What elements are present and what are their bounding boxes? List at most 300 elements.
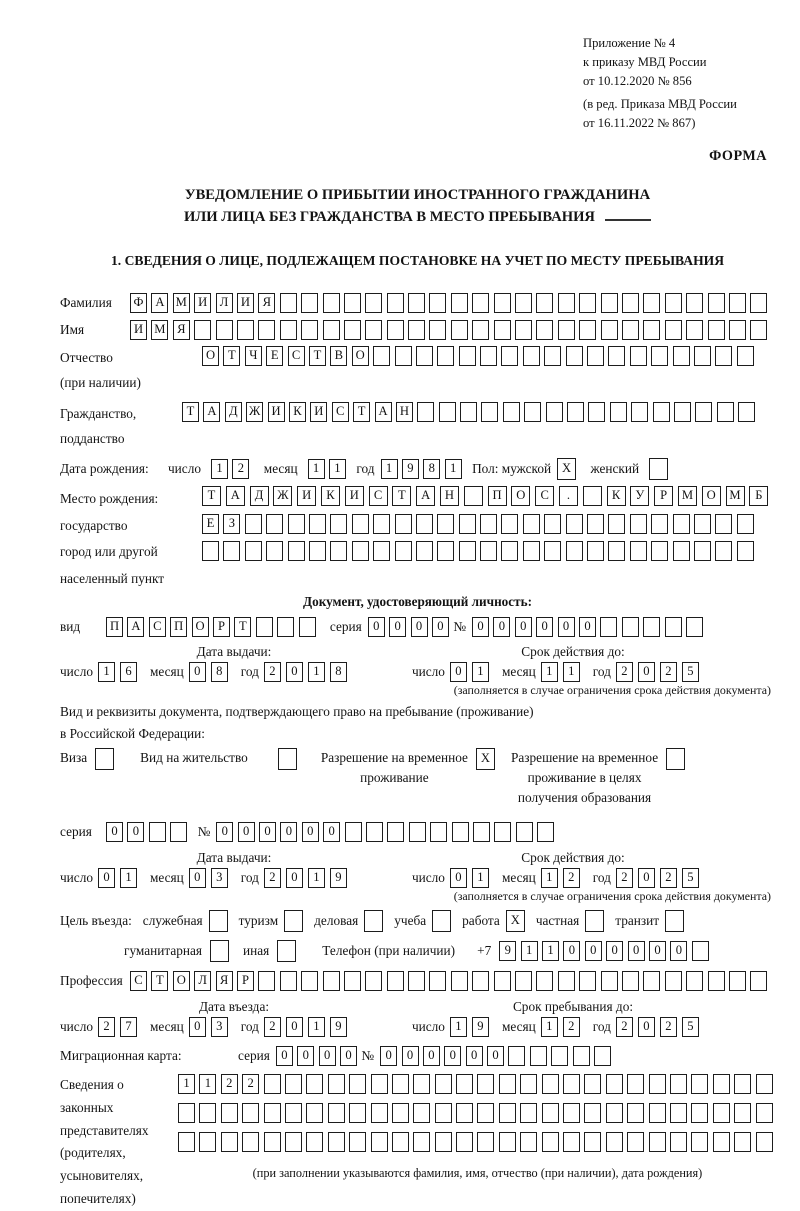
char-cell: Д — [225, 402, 242, 422]
char-cell: А — [151, 293, 168, 313]
char-cell — [499, 1103, 516, 1123]
char-cell — [515, 320, 532, 340]
temp-permit-label-line1: Разрешение на временное — [320, 749, 468, 765]
char-cell: 0 — [340, 1046, 357, 1066]
phone-cells — [499, 941, 713, 961]
char-cell — [544, 541, 561, 561]
char-cell — [413, 1103, 430, 1123]
char-cell: О — [202, 346, 219, 366]
char-cell — [365, 971, 382, 991]
char-cell: 2 — [616, 662, 633, 682]
char-cell — [665, 971, 682, 991]
char-cell — [481, 402, 498, 422]
char-cell: 1 — [450, 1017, 467, 1037]
sex-female-label: женский — [590, 460, 640, 476]
entry-date-label: Дата въезда: — [198, 998, 270, 1014]
char-cell: 1 — [211, 459, 228, 479]
section1-heading: 1. СВЕДЕНИЯ О ЛИЦЕ, ПОДЛЕЖАЩЕМ ПОСТАНОВКЕ НА УЧЕТ ПО МЕСТУ ПРЕБЫВАНИЯ — [110, 253, 725, 269]
char-cell — [499, 1132, 516, 1152]
char-cell — [674, 402, 691, 422]
char-cell — [729, 971, 746, 991]
temp-permit-label-line2: проживание — [360, 769, 429, 785]
char-cell — [459, 514, 476, 534]
char-cell — [330, 541, 347, 561]
char-cell — [460, 402, 477, 422]
surname-label: Фамилия — [60, 295, 112, 311]
char-cell: 0 — [216, 822, 233, 842]
char-cell — [221, 1132, 238, 1152]
char-cell — [587, 514, 604, 534]
char-cell: 2 — [232, 459, 249, 479]
char-cell: 1 — [541, 662, 558, 682]
char-cell — [601, 971, 618, 991]
char-cell — [451, 293, 468, 313]
char-cell: И — [268, 402, 285, 422]
purpose-study-label: учеба — [394, 912, 427, 928]
profession-cells — [130, 971, 772, 991]
char-cell: X — [476, 748, 495, 770]
char-cell — [264, 1103, 281, 1123]
permit-number-cells — [216, 822, 558, 842]
representatives-row2-cells — [178, 1103, 777, 1123]
char-cell — [627, 1132, 644, 1152]
doc-kind-cells — [106, 617, 320, 637]
permit-number-label: № — [197, 823, 211, 839]
char-cell: 1 — [308, 662, 325, 682]
char-cell — [713, 1103, 730, 1123]
char-cell — [280, 293, 297, 313]
char-cell — [477, 1074, 494, 1094]
char-cell — [537, 822, 554, 842]
birthplace-row3-cells — [202, 541, 773, 561]
char-cell — [285, 1074, 302, 1094]
char-cell — [435, 1103, 452, 1123]
purpose-work-checkbox — [500, 910, 525, 932]
document-title — [60, 185, 775, 229]
char-cell — [242, 1132, 259, 1152]
char-cell: 5 — [682, 662, 699, 682]
char-cell — [170, 822, 187, 842]
char-cell — [601, 293, 618, 313]
char-cell: 2 — [563, 1017, 580, 1037]
char-cell: 0 — [563, 941, 580, 961]
entry-day-cells — [98, 1017, 142, 1037]
doc-number-cells — [472, 617, 707, 637]
char-cell: Ч — [245, 346, 262, 366]
char-cell — [285, 1132, 302, 1152]
char-cell — [494, 320, 511, 340]
char-cell — [371, 1074, 388, 1094]
char-cell — [579, 293, 596, 313]
char-cell: 0 — [189, 868, 206, 888]
stay-day-cells — [450, 1017, 494, 1037]
char-cell: Б — [749, 486, 768, 506]
char-cell: 0 — [319, 1046, 336, 1066]
char-cell — [480, 514, 497, 534]
char-cell — [306, 1074, 323, 1094]
year-label: год — [592, 869, 611, 885]
char-cell: 2 — [563, 868, 580, 888]
char-cell — [216, 320, 233, 340]
month-label: месяц — [263, 460, 298, 476]
char-cell — [349, 1132, 366, 1152]
phone-label: Телефон (при наличии) — [322, 942, 456, 958]
residence-permit-option — [140, 748, 297, 770]
purpose-label: Цель въезда: — [60, 912, 132, 928]
residence-permit-checkbox — [270, 748, 297, 770]
birth-year-cells — [381, 459, 467, 479]
char-cell — [622, 293, 639, 313]
day-label: число — [168, 460, 201, 476]
char-cell: 0 — [649, 941, 666, 961]
char-cell — [472, 320, 489, 340]
representatives-label-line: Сведения о — [60, 1076, 124, 1092]
char-cell — [288, 541, 305, 561]
char-cell: 6 — [120, 662, 137, 682]
char-cell — [459, 346, 476, 366]
doc-valid-until-label: Срок действия до: — [521, 643, 625, 659]
char-cell: 0 — [98, 868, 115, 888]
char-cell — [737, 346, 754, 366]
char-cell — [288, 514, 305, 534]
char-cell — [395, 346, 412, 366]
char-cell — [670, 1103, 687, 1123]
char-cell — [451, 320, 468, 340]
char-cell: О — [352, 346, 369, 366]
char-cell — [494, 971, 511, 991]
char-cell: С — [288, 346, 305, 366]
char-cell: 0 — [638, 662, 655, 682]
char-cell — [278, 748, 297, 770]
char-cell — [277, 617, 294, 637]
char-cell — [323, 971, 340, 991]
char-cell: О — [192, 617, 209, 637]
stay-month-cells — [541, 1017, 585, 1037]
char-cell — [544, 514, 561, 534]
name-cells — [130, 320, 772, 340]
char-cell — [437, 346, 454, 366]
char-cell: 0 — [493, 617, 510, 637]
birthplace-row2-cells — [202, 514, 773, 534]
char-cell: Т — [353, 402, 370, 422]
char-cell — [280, 320, 297, 340]
char-cell: П — [106, 617, 123, 637]
permit-issue-day-cells — [98, 868, 142, 888]
char-cell: 0 — [238, 822, 255, 842]
char-cell: 0 — [638, 868, 655, 888]
char-cell — [301, 320, 318, 340]
char-cell — [373, 346, 390, 366]
char-cell: З — [223, 514, 240, 534]
char-cell: А — [127, 617, 144, 637]
char-cell — [306, 1103, 323, 1123]
char-cell — [501, 541, 518, 561]
char-cell: 0 — [472, 617, 489, 637]
char-cell — [515, 293, 532, 313]
mig-number-cells — [380, 1046, 615, 1066]
patronymic-cells — [202, 346, 758, 366]
char-cell — [536, 293, 553, 313]
char-cell: 0 — [286, 1017, 303, 1037]
char-cell — [563, 1132, 580, 1152]
day-label: число — [60, 1018, 93, 1034]
char-cell — [665, 320, 682, 340]
char-cell — [435, 1074, 452, 1094]
char-cell — [349, 1103, 366, 1123]
representatives-label-line: представителях — [60, 1122, 149, 1138]
purpose-official-checkbox — [203, 910, 228, 932]
char-cell — [408, 293, 425, 313]
char-cell — [708, 293, 725, 313]
residence-doc-line1: Вид и реквизиты документа, подтверждающего право на пребывание (проживание) — [60, 703, 534, 719]
char-cell: 2 — [660, 868, 677, 888]
char-cell: 8 — [423, 459, 440, 479]
char-cell — [480, 541, 497, 561]
permit-valid-year-cells — [616, 868, 704, 888]
char-cell — [194, 320, 211, 340]
char-cell — [649, 1132, 666, 1152]
char-cell — [670, 1132, 687, 1152]
char-cell: 9 — [330, 868, 347, 888]
birthplace-row1-cells — [202, 486, 773, 506]
char-cell — [542, 1132, 559, 1152]
char-cell — [306, 1132, 323, 1152]
char-cell: У — [630, 486, 649, 506]
char-cell — [600, 617, 617, 637]
char-cell — [584, 1074, 601, 1094]
char-cell — [408, 971, 425, 991]
char-cell — [563, 1074, 580, 1094]
char-cell: 0 — [297, 1046, 314, 1066]
char-cell: 0 — [638, 1017, 655, 1037]
char-cell — [323, 293, 340, 313]
representatives-note: (при заполнении указываются фамилия, имя, отчество (при наличии), дата рождения) — [252, 1165, 703, 1180]
doc-number-label: № — [453, 619, 467, 635]
char-cell — [373, 541, 390, 561]
char-cell — [202, 541, 219, 561]
char-cell: 1 — [445, 459, 462, 479]
char-cell — [713, 1074, 730, 1094]
char-cell — [651, 346, 668, 366]
char-cell: Л — [216, 293, 233, 313]
permit-issue-date-label: Дата выдачи: — [196, 849, 272, 865]
char-cell: 0 — [515, 617, 532, 637]
char-cell — [737, 514, 754, 534]
char-cell: 1 — [563, 662, 580, 682]
char-cell: 0 — [286, 662, 303, 682]
char-cell — [708, 320, 725, 340]
char-cell: 2 — [264, 868, 281, 888]
phone-prefix: +7 — [477, 942, 492, 958]
char-cell — [756, 1103, 773, 1123]
char-cell: 2 — [264, 1017, 281, 1037]
char-cell — [643, 971, 660, 991]
char-cell: 5 — [682, 868, 699, 888]
char-cell: 8 — [330, 662, 347, 682]
char-cell — [563, 1103, 580, 1123]
visa-checkbox — [87, 748, 114, 770]
edu-permit-checkbox — [658, 748, 685, 770]
permit-valid-day-cells — [450, 868, 494, 888]
char-cell — [608, 346, 625, 366]
visa-option — [60, 748, 114, 770]
citizenship-label: Гражданство, — [60, 405, 137, 421]
form-label: ФОРМА — [709, 148, 767, 165]
char-cell: Т — [309, 346, 326, 366]
permit-valid-month-cells — [541, 868, 585, 888]
purpose-other-label: иная — [243, 942, 270, 958]
char-cell — [480, 346, 497, 366]
char-cell — [756, 1132, 773, 1152]
char-cell: Я — [173, 320, 190, 340]
char-cell — [352, 541, 369, 561]
char-cell — [277, 940, 296, 962]
char-cell — [551, 1046, 568, 1066]
year-label: год — [240, 869, 259, 885]
char-cell: И — [194, 293, 211, 313]
char-cell — [266, 514, 283, 534]
char-cell: 0 — [259, 822, 276, 842]
char-cell: 1 — [178, 1074, 195, 1094]
char-cell: К — [289, 402, 306, 422]
purpose-official-label: служебная — [142, 912, 203, 928]
char-cell — [499, 1074, 516, 1094]
char-cell: Н — [440, 486, 459, 506]
mig-series-cells — [276, 1046, 362, 1066]
doc-issue-date-label: Дата выдачи: — [196, 643, 272, 659]
char-cell — [694, 514, 711, 534]
char-cell — [627, 1074, 644, 1094]
char-cell — [630, 346, 647, 366]
char-cell: 1 — [308, 459, 325, 479]
char-cell — [573, 1046, 590, 1066]
char-cell — [729, 293, 746, 313]
patronymic-label: Отчество — [60, 350, 113, 366]
temp-permit-checkbox — [468, 748, 495, 770]
char-cell: 1 — [472, 868, 489, 888]
char-cell — [392, 1132, 409, 1152]
char-cell — [432, 910, 451, 932]
char-cell — [494, 822, 511, 842]
char-cell — [456, 1074, 473, 1094]
char-cell — [708, 971, 725, 991]
char-cell — [199, 1132, 216, 1152]
char-cell — [601, 320, 618, 340]
char-cell — [413, 1132, 430, 1152]
visa-label: Виза — [60, 749, 88, 765]
char-cell — [579, 971, 596, 991]
temp-permit-option — [321, 748, 495, 788]
year-label: год — [592, 663, 611, 679]
char-cell — [649, 1074, 666, 1094]
char-cell: Р — [237, 971, 254, 991]
permit-validity-note: (заполняется в случае ограничения срока действия документа) — [453, 888, 771, 903]
char-cell — [323, 320, 340, 340]
char-cell: 0 — [286, 868, 303, 888]
char-cell: 1 — [199, 1074, 216, 1094]
char-cell — [651, 541, 668, 561]
char-cell: Т — [202, 486, 221, 506]
char-cell — [520, 1074, 537, 1094]
char-cell: 0 — [558, 617, 575, 637]
char-cell: 0 — [323, 822, 340, 842]
char-cell — [477, 1132, 494, 1152]
char-cell: 2 — [660, 662, 677, 682]
char-cell — [451, 971, 468, 991]
char-cell — [328, 1132, 345, 1152]
char-cell: 0 — [444, 1046, 461, 1066]
char-cell — [395, 541, 412, 561]
char-cell — [210, 940, 229, 962]
char-cell: 1 — [521, 941, 538, 961]
char-cell — [344, 293, 361, 313]
char-cell — [738, 402, 755, 422]
char-cell: 3 — [211, 1017, 228, 1037]
residence-doc-line2: в Российской Федерации: — [60, 725, 205, 741]
doc-kind-label: вид — [60, 619, 81, 635]
residence-permit-label: Вид на жительство — [140, 749, 248, 765]
char-cell — [583, 486, 602, 506]
birthplace-settlement-label: населенный пункт — [60, 570, 165, 586]
char-cell — [649, 1103, 666, 1123]
char-cell — [608, 514, 625, 534]
representatives-label — [60, 1074, 178, 1211]
char-cell — [408, 320, 425, 340]
char-cell — [558, 971, 575, 991]
char-cell — [713, 1132, 730, 1152]
char-cell — [653, 402, 670, 422]
year-label: год — [592, 1018, 611, 1034]
char-cell: 0 — [628, 941, 645, 961]
char-cell: С — [130, 971, 147, 991]
char-cell — [691, 1074, 708, 1094]
char-cell: 0 — [670, 941, 687, 961]
char-cell — [365, 320, 382, 340]
char-cell — [344, 971, 361, 991]
char-cell: Р — [213, 617, 230, 637]
char-cell — [666, 748, 685, 770]
char-cell — [630, 514, 647, 534]
month-label: месяц — [150, 663, 184, 679]
birthplace-state-label: государство — [60, 517, 128, 533]
char-cell — [301, 971, 318, 991]
name-label: Имя — [60, 321, 85, 337]
char-cell: И — [297, 486, 316, 506]
char-cell: 0 — [189, 1017, 206, 1037]
char-cell — [542, 1074, 559, 1094]
char-cell: Ф — [130, 293, 147, 313]
char-cell — [221, 1103, 238, 1123]
char-cell — [579, 320, 596, 340]
doc-issue-month-cells — [189, 662, 233, 682]
char-cell — [416, 541, 433, 561]
char-cell: Д — [250, 486, 269, 506]
char-cell — [523, 514, 540, 534]
purpose-work-label: работа — [462, 912, 500, 928]
year-label: год — [356, 460, 375, 476]
char-cell — [256, 617, 273, 637]
char-cell — [643, 320, 660, 340]
char-cell — [523, 541, 540, 561]
char-cell: Т — [223, 346, 240, 366]
char-cell: С — [369, 486, 388, 506]
char-cell — [472, 971, 489, 991]
char-cell: 0 — [280, 822, 297, 842]
char-cell — [472, 293, 489, 313]
char-cell — [584, 1132, 601, 1152]
char-cell — [594, 1046, 611, 1066]
char-cell — [245, 541, 262, 561]
